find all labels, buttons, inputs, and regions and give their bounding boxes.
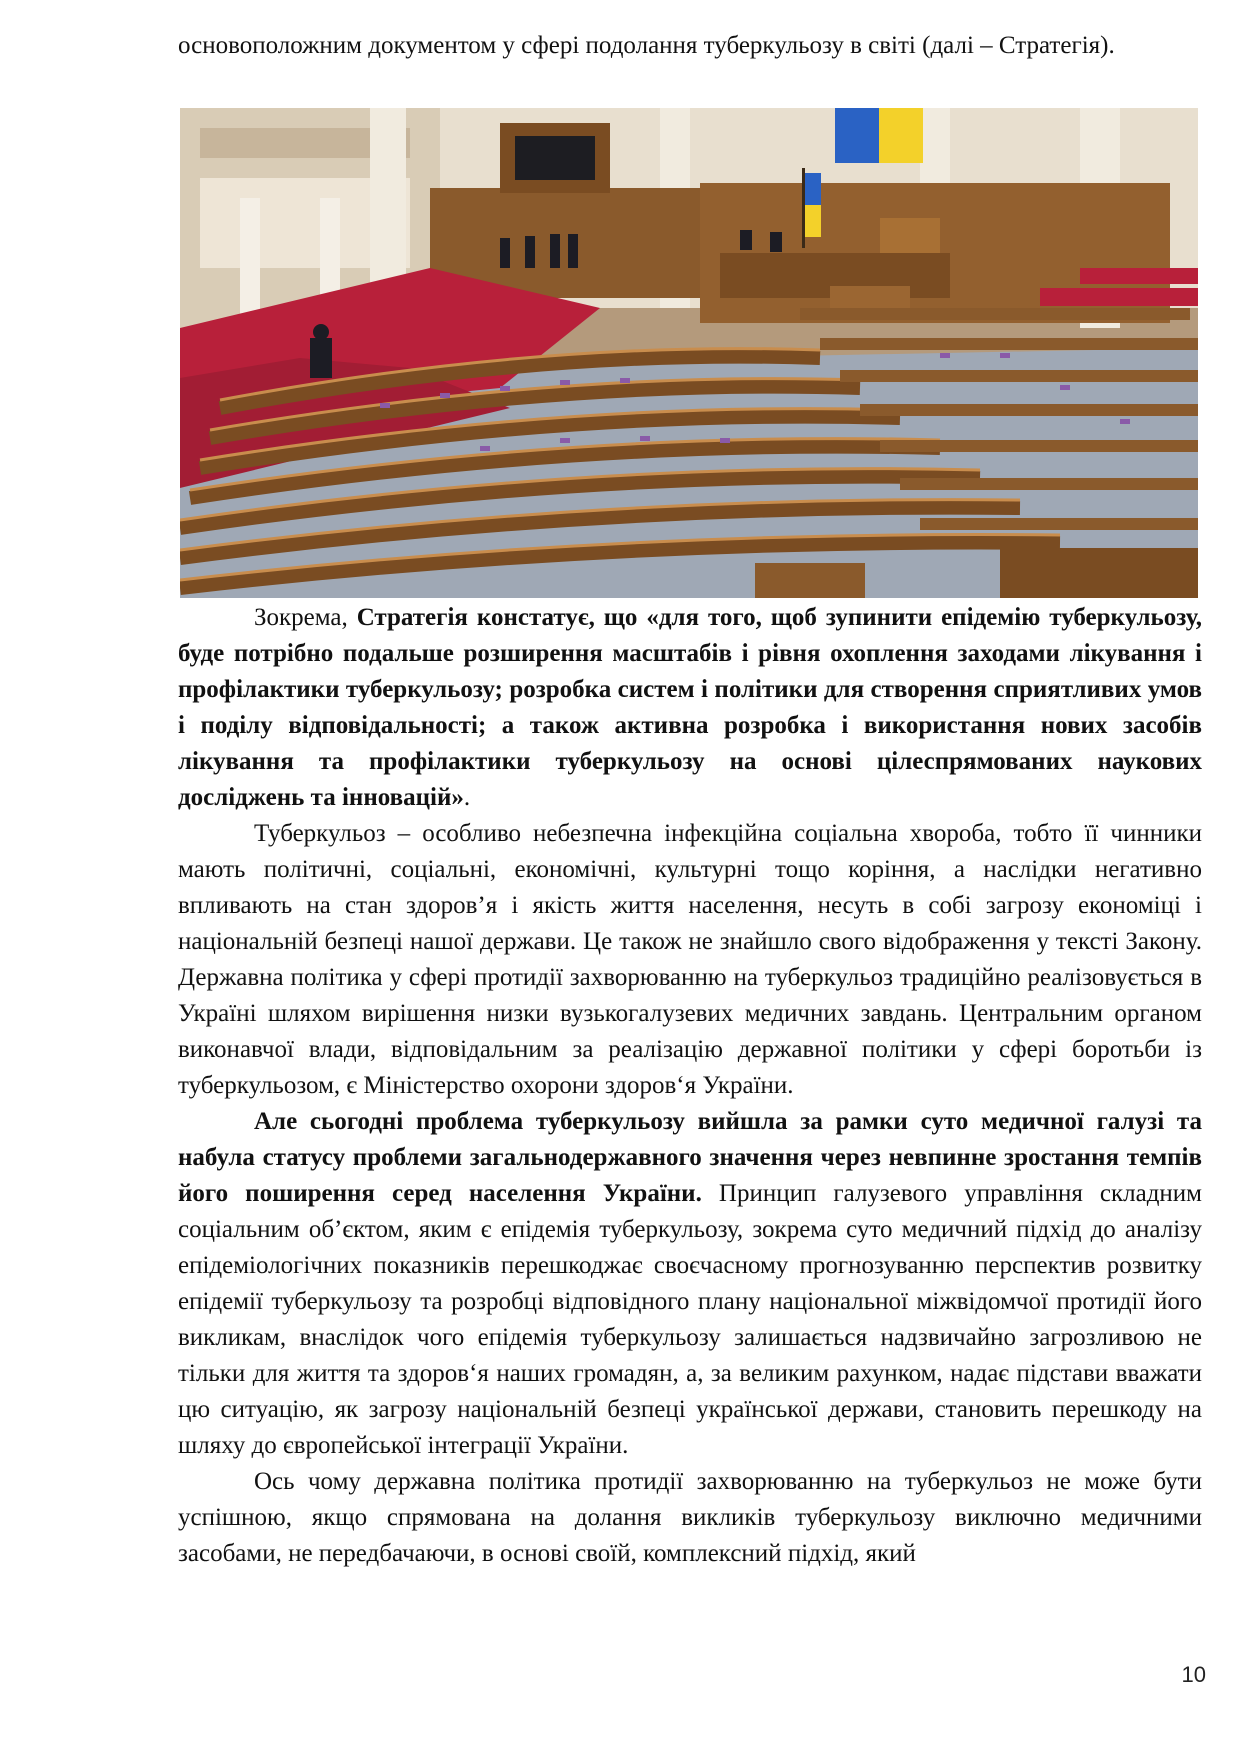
paragraph-strategy-intro: Зокрема, xyxy=(254,604,357,631)
parliament-hall-illustration xyxy=(180,108,1198,598)
paragraph-national-problem-bold: Але сьогодні проблема туберкульозу вийшла за рамки суто медичної галузі та набула статусу проблеми загальнодержавного значення через невпинне зростання темпів його поширення серед населення України. xyxy=(178,1108,1202,1207)
top-text-block xyxy=(178,28,1202,64)
paragraph-policy-text: Ось чому державна політика протидії захворюванню на туберкульоз не може бути успішною, якщо спрямована на долання викликів туберкульозу виключно медичними засобами, не передбачаючи, в основі своїй, комплексний підхід, який xyxy=(178,1468,1202,1567)
paragraph-national-problem xyxy=(178,1104,1202,1464)
paragraph-tuberculosis-text: Туберкульоз – особливо небезпечна інфекційна соціальна хвороба, тобто її чинники мають політичні, соціальні, економічні, культурні тощо коріння, а наслідки негативно впливають на стан здоров’я і якість життя населення, несуть в собі загрозу економіці і національній безпеці нашої держави. Це також не знайшло свого відображення у тексті Закону. Державна політика у сфері протидії захворюванню на туберкульоз традиційно реалізовується в Україні шляхом вирішення низки вузькогалузевих медичних завдань. Центральним органом виконавчої влади, відповідальним за реалізацію державної політики у сфері боротьби із туберкульозом, є Міністерство охорони здоров‘я України. xyxy=(178,820,1202,1099)
paragraph-strategy-quote: Стратегія констатує, що «для того, щоб зупинити епідемію туберкульозу, буде потрібно подальше розширення масштабів і рівня охоплення заходами лікування і профілактики туберкульозу; розробка систем і політики для створення сприятливих умов і поділу відповідальності; а також активна розробка і використання нових засобів лікування та профілактики туберкульозу на основі цілеспрямованих наукових досліджень та інновацій» xyxy=(178,604,1202,811)
top-paragraph: основоположним документом у сфері подолання туберкульозу в світі (далі – Стратегія). xyxy=(178,32,1115,59)
paragraph-strategy xyxy=(178,600,1202,816)
paragraph-national-problem-text: Принцип галузевого управління складним соціальним об’єктом, яким є епідемія туберкульозу, зокрема суто медичний підхід до аналізу епідеміологічних показників перешкоджає своєчасному прогнозуванню перспектив розвитку епідемії туберкульозу та розробці відповідного плану національної міжвідомчої протидії його викликам, внаслідок чого епідемія туберкульозу залишається надзвичайно загрозливою не тільки для життя та здоров‘я наших громадян, а, за великим рахунком, надає підстави вважати цю ситуацію, як загрозу національній безпеці української держави, становить перешкоду на шляху до європейської інтеграції України. xyxy=(178,1180,1202,1459)
paragraph-strategy-end: . xyxy=(463,784,471,811)
page-number: 10 xyxy=(1181,1662,1206,1687)
paragraph-tuberculosis xyxy=(178,816,1202,1104)
paragraph-policy xyxy=(178,1464,1202,1572)
body-text-block xyxy=(178,600,1202,1572)
parliament-hall-photo xyxy=(180,108,1198,598)
